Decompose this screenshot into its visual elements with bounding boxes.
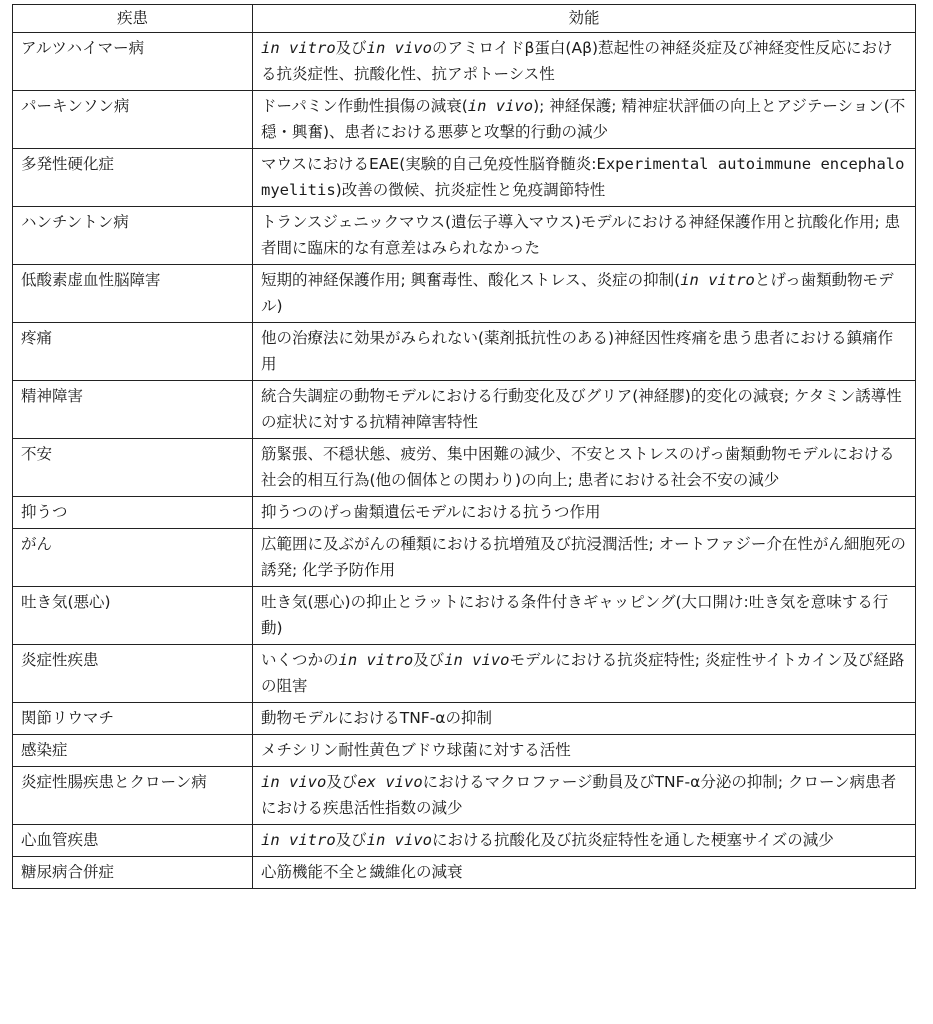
- header-disease: 疾患: [13, 5, 253, 33]
- efficacy-cell: [253, 91, 916, 149]
- table-row: [13, 323, 916, 381]
- table-row: [13, 857, 916, 889]
- table-row: [13, 645, 916, 703]
- efficacy-cell: [253, 207, 916, 265]
- efficacy-text: )改善の徴候、抗炎症性と免疫調節特性: [335, 181, 606, 199]
- efficacy-text: ); 神経保護; 精神症状評価の向上とアジテーション(不穏・興奮)、患者における悪夢と攻撃的行動の減少: [261, 97, 906, 141]
- efficacy-text: 及び: [326, 773, 358, 791]
- table-row: [13, 91, 916, 149]
- efficacy-table-container: [12, 4, 915, 889]
- italic-term: in vivo: [467, 97, 534, 115]
- italic-term: ex vivo: [357, 773, 423, 791]
- efficacy-text: 及び: [335, 39, 367, 57]
- table-row: [13, 381, 916, 439]
- efficacy-text: 統合失調症の動物モデルにおける行動変化及びグリア(神経膠)的変化の減衰; ケタミン誘導性の症状に対する抗精神障害特性: [261, 387, 902, 431]
- efficacy-cell: [253, 265, 916, 323]
- efficacy-cell: [253, 381, 916, 439]
- table-row: [13, 439, 916, 497]
- header-efficacy: 効能: [253, 5, 916, 33]
- efficacy-text: 他の治療法に効果がみられない(薬剤抵抗性のある)神経因性疼痛を患う患者における鎮痛作用: [261, 329, 894, 373]
- table-row: [13, 265, 916, 323]
- efficacy-text: における抗酸化及び抗炎症特性を通した梗塞サイズの減少: [432, 831, 834, 849]
- disease-cell: 吐き気(悪心): [13, 587, 253, 645]
- efficacy-cell: [253, 497, 916, 529]
- disease-efficacy-table: [12, 4, 916, 889]
- table-header-row: [13, 5, 916, 33]
- table-row: [13, 767, 916, 825]
- disease-cell: 抑うつ: [13, 497, 253, 529]
- table-body: [13, 33, 916, 889]
- disease-cell: 感染症: [13, 735, 253, 767]
- disease-cell: パーキンソン病: [13, 91, 253, 149]
- table-row: [13, 825, 916, 857]
- disease-cell: 不安: [13, 439, 253, 497]
- table-row: [13, 149, 916, 207]
- efficacy-text: Experimental autoimmune encephalomyelitis: [261, 155, 905, 199]
- italic-term: in vitro: [261, 831, 336, 849]
- efficacy-cell: [253, 33, 916, 91]
- disease-cell: 疼痛: [13, 323, 253, 381]
- table-row: [13, 587, 916, 645]
- efficacy-text: メチシリン耐性黄色ブドウ球菌に対する活性: [261, 741, 571, 759]
- efficacy-text: ドーパミン作動性損傷の減衰(: [261, 97, 468, 115]
- efficacy-cell: [253, 439, 916, 497]
- efficacy-text: 心筋機能不全と繊維化の減衰: [261, 863, 463, 881]
- table-row: [13, 497, 916, 529]
- efficacy-text: 及び: [413, 651, 445, 669]
- efficacy-text: 筋緊張、不穏状態、疲労、集中困難の減少、不安とストレスのげっ歯類動物モデルにおける社会的相互行為(他の個体との関わり)の向上; 患者における社会不安の減少: [261, 445, 895, 489]
- efficacy-text: 短期的神経保護作用; 興奮毒性、酸化ストレス、炎症の抑制(: [261, 271, 681, 289]
- efficacy-text: いくつかの: [261, 651, 339, 669]
- disease-cell: がん: [13, 529, 253, 587]
- disease-cell: 炎症性疾患: [13, 645, 253, 703]
- efficacy-cell: [253, 529, 916, 587]
- efficacy-cell: [253, 323, 916, 381]
- disease-cell: 多発性硬化症: [13, 149, 253, 207]
- efficacy-cell: [253, 857, 916, 889]
- disease-cell: 低酸素虚血性脳障害: [13, 265, 253, 323]
- italic-term: in vivo: [444, 651, 510, 669]
- efficacy-text: とげっ歯類動物モデル): [261, 271, 894, 315]
- efficacy-text: トランスジェニックマウス(遺伝子導入マウス)モデルにおける神経保護作用と抗酸化作用; 患者間に臨床的な有意差はみられなかった: [261, 213, 901, 257]
- efficacy-text: マウスにおけるEAE(実験的自己免疫性脳脊髄炎:: [261, 155, 597, 173]
- efficacy-cell: [253, 645, 916, 703]
- efficacy-text: のアミロイドβ蛋白(Aβ)惹起性の神経炎症及び神経変性反応における抗炎症性、抗酸化性、抗アポトーシス性: [261, 39, 893, 83]
- italic-term: in vitro: [680, 271, 755, 289]
- disease-cell: アルツハイマー病: [13, 33, 253, 91]
- italic-term: in vitro: [261, 39, 336, 57]
- italic-term: in vivo: [366, 831, 432, 849]
- table-row: [13, 207, 916, 265]
- efficacy-text: 吐き気(悪心)の抑止とラットにおける条件付きギャッピング(大口開け:吐き気を意味する行動): [261, 593, 889, 637]
- efficacy-text: 動物モデルにおけるTNF-αの抑制: [261, 709, 493, 727]
- italic-term: in vivo: [261, 773, 327, 791]
- efficacy-text: 及び: [335, 831, 367, 849]
- efficacy-cell: [253, 149, 916, 207]
- italic-term: in vivo: [366, 39, 432, 57]
- efficacy-cell: [253, 735, 916, 767]
- efficacy-text: 広範囲に及ぶがんの種類における抗増殖及び抗浸潤活性; オートファジー介在性がん細胞死の誘発; 化学予防作用: [261, 535, 906, 579]
- table-row: [13, 33, 916, 91]
- table-row: [13, 735, 916, 767]
- efficacy-text: 抑うつのげっ歯類遺伝モデルにおける抗うつ作用: [261, 503, 601, 521]
- disease-cell: ハンチントン病: [13, 207, 253, 265]
- efficacy-text: モデルにおける抗炎症特性; 炎症性サイトカイン及び経路の阻害: [261, 651, 905, 695]
- disease-cell: 糖尿病合併症: [13, 857, 253, 889]
- efficacy-cell: [253, 587, 916, 645]
- table-row: [13, 703, 916, 735]
- italic-term: in vitro: [338, 651, 414, 669]
- efficacy-cell: [253, 825, 916, 857]
- efficacy-text: におけるマクロファージ動員及びTNF-α分泌の抑制; クローン病患者における疾患活性指数の減少: [261, 773, 897, 817]
- disease-cell: 精神障害: [13, 381, 253, 439]
- disease-cell: 炎症性腸疾患とクローン病: [13, 767, 253, 825]
- efficacy-cell: [253, 767, 916, 825]
- efficacy-cell: [253, 703, 916, 735]
- table-row: [13, 529, 916, 587]
- disease-cell: 心血管疾患: [13, 825, 253, 857]
- disease-cell: 関節リウマチ: [13, 703, 253, 735]
